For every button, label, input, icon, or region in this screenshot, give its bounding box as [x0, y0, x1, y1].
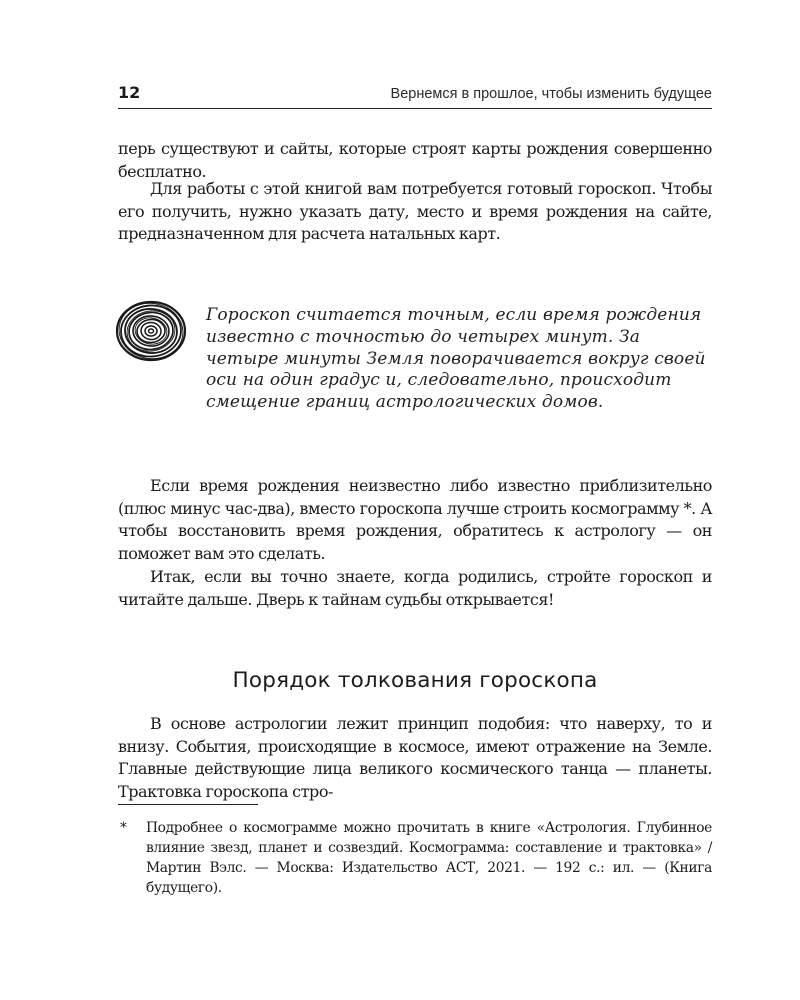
running-head: Вернемся в прошлое, чтобы изменить будущее	[390, 86, 712, 102]
callout-text: Гороскоп считается точным, если время рождения известно с точностью до четырех минут. За четыре минуты Земля поворачивается вокруг своей оси на один градус и, следовательно, происходит смещение границ астрологических домов.	[206, 305, 706, 413]
body-paragraph: Если время рождения неизвестно либо известно приблизительно (плюс минус час-два), вместо гороскопа лучше строить космограмму *. А чтобы восстановить время рождения, обратитесь к астрологу — он поможет вам это сделать.	[118, 476, 712, 564]
page-header	[118, 82, 712, 108]
section-heading: Порядок толкования гороскопа	[232, 668, 598, 693]
spiral-icon	[116, 300, 186, 362]
body-paragraph: Для работы с этой книгой вам потребуется готовый гороскоп. Чтобы его получить, нужно указать дату, место и время рождения на сайте, предназначенном для расчета натальных карт.	[118, 179, 712, 244]
footnote-marker: *	[120, 820, 127, 836]
footnote-text: Подробнее о космограмме можно прочитать в книге «Астрология. Глубинное влияние звезд, планет и созвездий. Космограмма: составление и трактовка» / Мартин Вэлс. — Москва: Издательство АСТ, 2021. — 192 с.: ил. — (Книга будущего).	[146, 820, 712, 896]
body-paragraph: перь существуют и сайты, которые строят карты рождения совершенно бесплатно.	[118, 139, 712, 181]
header-divider	[118, 108, 712, 109]
body-paragraph: Итак, если вы точно знаете, когда родились, стройте гороскоп и читайте дальше. Дверь к тайнам судьбы открывается!	[118, 567, 712, 609]
footnote-divider	[118, 804, 258, 805]
page-number: 12	[118, 83, 141, 102]
body-paragraph: В основе астрологии лежит принцип подобия: что наверху, то и внизу. События, происходящие в космосе, имеют отражение на Земле. Главные действующие лица великого космического танца — планеты. Трактовка гороскопа стро-	[118, 714, 712, 802]
